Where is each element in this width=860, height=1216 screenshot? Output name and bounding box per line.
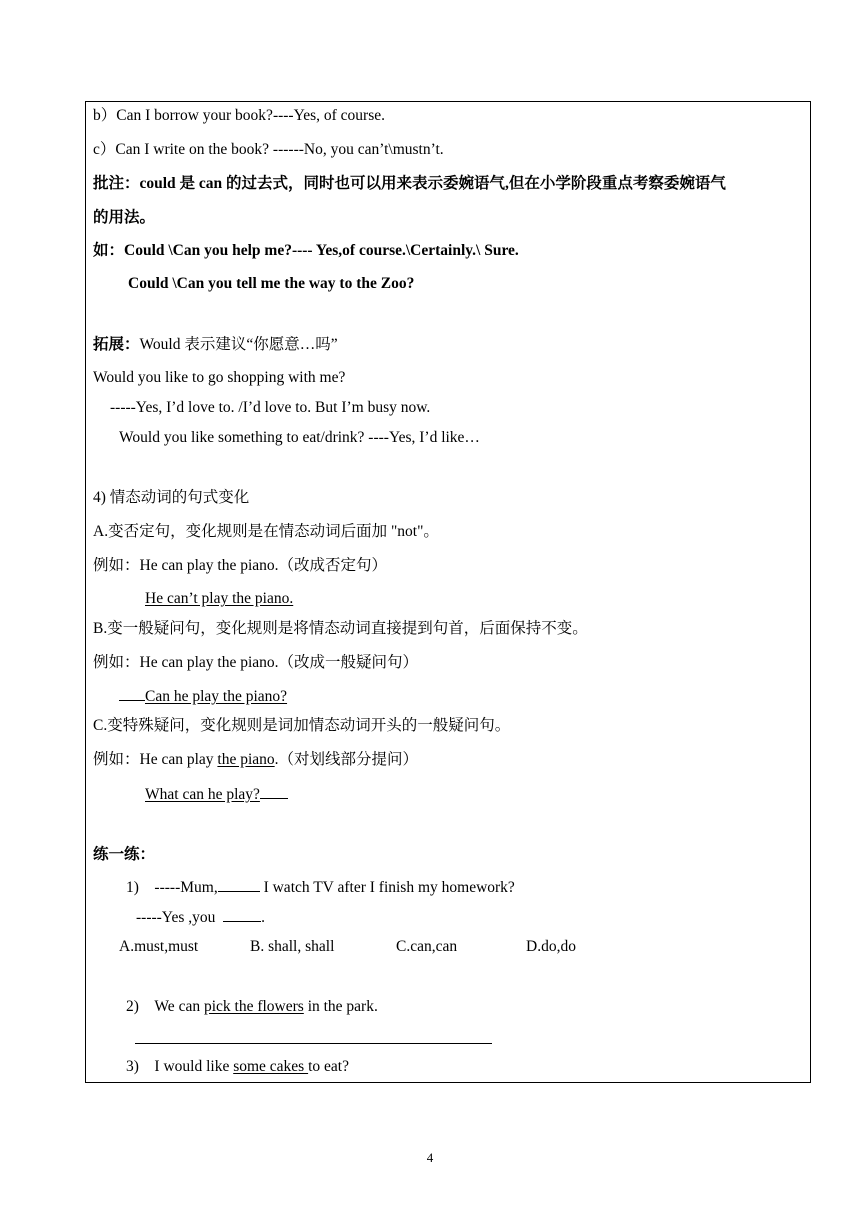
question-1-answer-post: .	[261, 909, 265, 926]
question-2-number: 2)	[126, 998, 139, 1015]
question-1-pre: -----Mum,	[154, 879, 218, 896]
rule-b-answer-line	[119, 686, 287, 707]
would-line-3: Would you like something to eat/drink? ----Yes, I’d like…	[119, 429, 480, 446]
note-line-2: 的用法。	[93, 209, 156, 226]
question-1-blank[interactable]	[218, 877, 260, 892]
question-3-underlined: some cakes	[233, 1058, 309, 1075]
question-2	[126, 997, 378, 1017]
answer-leading-blank	[119, 686, 145, 701]
line-b: b）Can I borrow your book?----Yes, of course.	[93, 107, 386, 124]
question-1-answer-blank[interactable]	[223, 907, 261, 922]
section-4-heading: 4) 情态动词的句式变化	[93, 489, 250, 506]
example-line-2: Could \Can you tell me the way to the Zoo?	[128, 275, 415, 292]
rule-b-answer: Can he play the piano?	[145, 688, 288, 705]
question-3	[126, 1057, 349, 1077]
rule-c-example	[93, 750, 418, 770]
practice-heading: 练一练：	[93, 846, 156, 863]
rule-c-answer-line	[145, 784, 288, 805]
question-2-post: in the park.	[303, 998, 378, 1015]
note-line-1: 批注：could 是 can 的过去式，同时也可以用来表示委婉语气,但在小学阶段重点考察委婉语气	[93, 175, 726, 192]
question-1-number: 1)	[126, 879, 139, 896]
rule-c-example-pre: 例如：He can play	[93, 751, 218, 768]
example-line-1: 如：Could \Can you help me?---- Yes,of course.\Certainly.\ Sure.	[93, 242, 519, 259]
rule-b-example: 例如：He can play the piano.（改成一般疑问句）	[93, 654, 419, 671]
question-3-post: to eat?	[308, 1058, 349, 1075]
rule-c-example-post: .（对划线部分提问）	[274, 751, 419, 768]
option-a: A.must,must	[119, 938, 199, 955]
option-d: D.do,do	[526, 938, 576, 955]
page-number: 4	[426, 1150, 434, 1165]
question-3-number: 3)	[126, 1058, 139, 1075]
would-line-2: -----Yes, I’d love to. /I’d love to. But I’m busy now.	[110, 399, 431, 416]
rule-c-answer: What can he play?	[145, 786, 260, 803]
question-2-answer-line[interactable]	[135, 1043, 492, 1044]
option-b: B. shall, shall	[250, 938, 335, 955]
rule-b: B.变一般疑问句，变化规则是将情态动词直接提到句首，后面保持不变。	[93, 620, 588, 637]
question-3-pre: I would like	[154, 1058, 234, 1075]
answer-trailing-blank	[260, 784, 288, 799]
rule-a-example: 例如：He can play the piano.（改成否定句）	[93, 557, 388, 574]
question-1	[126, 877, 515, 898]
extension-label: 拓展：	[93, 336, 140, 353]
extension-text: Would 表示建议“你愿意…吗”	[139, 336, 338, 353]
option-c: C.can,can	[396, 938, 458, 955]
question-2-pre: We can	[154, 998, 204, 1015]
question-1-answer	[136, 907, 265, 928]
line-c: c）Can I write on the book? ------No, you can’t\mustn’t.	[93, 141, 444, 158]
rule-c-example-underlined: the piano	[217, 751, 275, 768]
question-1-post: I watch TV after I finish my homework?	[259, 879, 515, 896]
question-1-answer-pre: -----Yes ,you	[136, 909, 220, 926]
would-line-1: Would you like to go shopping with me?	[93, 369, 346, 386]
question-2-underlined: pick the flowers	[203, 998, 304, 1015]
rule-c: C.变特殊疑问，变化规则是词加情态动词开头的一般疑问句。	[93, 717, 511, 734]
rule-a: A.变否定句，变化规则是在情态动词后面加 "not"。	[93, 523, 439, 540]
extension-line	[93, 335, 338, 355]
rule-a-answer: He can’t play the piano.	[145, 590, 294, 607]
